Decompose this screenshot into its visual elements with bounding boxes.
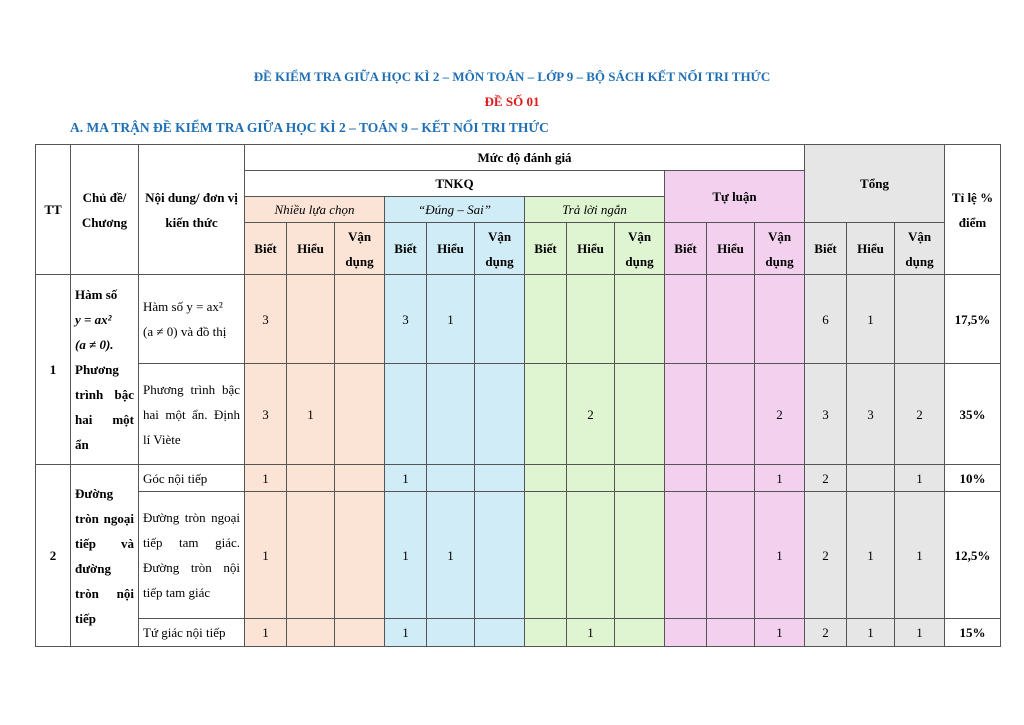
header-level-van-dung: Vận dụng bbox=[615, 223, 665, 275]
header-level-van-dung: Vận dụng bbox=[895, 223, 945, 275]
score-percent-cell: 35% bbox=[945, 364, 1001, 465]
score-percent-cell: 12,5% bbox=[945, 492, 1001, 619]
count-cell bbox=[335, 492, 385, 619]
count-cell bbox=[707, 492, 755, 619]
group-1-tt: 1 bbox=[36, 275, 71, 465]
count-cell: 1 bbox=[567, 619, 615, 647]
count-cell bbox=[287, 465, 335, 492]
header-chu-de: Chủ đề/ Chương bbox=[71, 145, 139, 275]
count-cell bbox=[567, 465, 615, 492]
header-level-hieu: Hiểu bbox=[287, 223, 335, 275]
count-cell: 1 bbox=[245, 465, 287, 492]
count-cell bbox=[335, 619, 385, 647]
exam-number: ĐỀ SỐ 01 bbox=[484, 94, 540, 109]
count-cell bbox=[475, 364, 525, 465]
count-cell: 6 bbox=[805, 275, 847, 364]
count-cell: 1 bbox=[427, 275, 475, 364]
count-cell bbox=[665, 465, 707, 492]
count-cell bbox=[847, 465, 895, 492]
count-cell bbox=[755, 275, 805, 364]
content-cell: Góc nội tiếp bbox=[139, 465, 245, 492]
assessment-matrix-table bbox=[35, 144, 1001, 647]
count-cell bbox=[475, 275, 525, 364]
count-cell bbox=[615, 492, 665, 619]
count-cell bbox=[615, 275, 665, 364]
count-cell bbox=[335, 275, 385, 364]
count-cell bbox=[615, 619, 665, 647]
count-cell bbox=[287, 619, 335, 647]
count-cell: 1 bbox=[385, 619, 427, 647]
header-level-hieu: Hiểu bbox=[567, 223, 615, 275]
count-cell bbox=[665, 619, 707, 647]
count-cell: 1 bbox=[755, 465, 805, 492]
content-cell: Tứ giác nội tiếp bbox=[139, 619, 245, 647]
count-cell bbox=[567, 275, 615, 364]
count-cell bbox=[427, 465, 475, 492]
header-level-van-dung: Vận dụng bbox=[335, 223, 385, 275]
header-muc-do: Mức độ đánh giá bbox=[245, 145, 805, 171]
header-tu-luan: Tự luận bbox=[665, 171, 805, 223]
count-cell bbox=[427, 364, 475, 465]
count-cell bbox=[525, 619, 567, 647]
count-cell bbox=[525, 275, 567, 364]
count-cell bbox=[335, 364, 385, 465]
header-level-biet: Biết bbox=[525, 223, 567, 275]
count-cell bbox=[707, 465, 755, 492]
header-level-hieu: Hiểu bbox=[847, 223, 895, 275]
count-cell bbox=[475, 619, 525, 647]
count-cell: 1 bbox=[287, 364, 335, 465]
count-cell: 1 bbox=[895, 465, 945, 492]
count-cell bbox=[525, 364, 567, 465]
count-cell: 1 bbox=[427, 492, 475, 619]
count-cell bbox=[665, 275, 707, 364]
count-cell bbox=[567, 492, 615, 619]
score-percent-cell: 15% bbox=[945, 619, 1001, 647]
count-cell bbox=[287, 275, 335, 364]
count-cell bbox=[665, 364, 707, 465]
group-2-topic: Đường tròn ngoại tiếp và đường tròn nội tiếp bbox=[71, 465, 139, 647]
count-cell: 1 bbox=[847, 492, 895, 619]
count-cell: 1 bbox=[385, 465, 427, 492]
count-cell: 1 bbox=[385, 492, 427, 619]
count-cell: 2 bbox=[805, 619, 847, 647]
count-cell: 1 bbox=[755, 492, 805, 619]
header-tt: TT bbox=[36, 145, 71, 275]
header-nhieu-lua-chon: Nhiều lựa chọn bbox=[245, 197, 385, 223]
header-tra-loi-ngan: Trả lời ngắn bbox=[525, 197, 665, 223]
count-cell: 3 bbox=[385, 275, 427, 364]
header-level-biet: Biết bbox=[245, 223, 287, 275]
header-level-van-dung: Vận dụng bbox=[755, 223, 805, 275]
count-cell bbox=[287, 492, 335, 619]
header-dung-sai: “Đúng – Sai” bbox=[385, 197, 525, 223]
count-cell: 1 bbox=[847, 619, 895, 647]
count-cell bbox=[525, 492, 567, 619]
count-cell: 2 bbox=[567, 364, 615, 465]
count-cell bbox=[475, 465, 525, 492]
header-tong: Tổng bbox=[805, 145, 945, 223]
count-cell: 1 bbox=[895, 492, 945, 619]
count-cell: 1 bbox=[245, 492, 287, 619]
count-cell bbox=[525, 465, 567, 492]
count-cell bbox=[427, 619, 475, 647]
count-cell bbox=[707, 275, 755, 364]
count-cell: 1 bbox=[847, 275, 895, 364]
count-cell bbox=[895, 275, 945, 364]
count-cell bbox=[335, 465, 385, 492]
count-cell bbox=[385, 364, 427, 465]
header-level-van-dung: Vận dụng bbox=[475, 223, 525, 275]
header-level-biet: Biết bbox=[385, 223, 427, 275]
content-cell: Đường tròn ngoại tiếp tam giác. Đường tròn nội tiếp tam giác bbox=[139, 492, 245, 619]
count-cell: 1 bbox=[755, 619, 805, 647]
content-cell: Phương trình bậc hai một ẩn. Định lí Viète bbox=[139, 364, 245, 465]
count-cell bbox=[475, 492, 525, 619]
score-percent-cell: 17,5% bbox=[945, 275, 1001, 364]
count-cell: 2 bbox=[805, 492, 847, 619]
header-ti-le: Tỉ lệ % điểm bbox=[945, 145, 1001, 275]
score-percent-cell: 10% bbox=[945, 465, 1001, 492]
header-level-biet: Biết bbox=[665, 223, 707, 275]
count-cell: 1 bbox=[245, 619, 287, 647]
group-1-topic: Hàm số y = ax² (a ≠ 0). Phương trình bậc hai một ẩn bbox=[71, 275, 139, 465]
header-tnkq: TNKQ bbox=[245, 171, 665, 197]
count-cell bbox=[615, 364, 665, 465]
header-level-biet: Biết bbox=[805, 223, 847, 275]
count-cell: 2 bbox=[755, 364, 805, 465]
content-cell: Hàm số y = ax² (a ≠ 0) và đồ thị bbox=[139, 275, 245, 364]
count-cell: 2 bbox=[895, 364, 945, 465]
count-cell: 3 bbox=[245, 364, 287, 465]
count-cell bbox=[665, 492, 707, 619]
count-cell: 1 bbox=[895, 619, 945, 647]
count-cell: 2 bbox=[805, 465, 847, 492]
group-2-tt: 2 bbox=[36, 465, 71, 647]
count-cell bbox=[707, 619, 755, 647]
header-level-hieu: Hiểu bbox=[707, 223, 755, 275]
header-level-hieu: Hiểu bbox=[427, 223, 475, 275]
count-cell: 3 bbox=[805, 364, 847, 465]
count-cell bbox=[707, 364, 755, 465]
count-cell: 3 bbox=[245, 275, 287, 364]
count-cell: 3 bbox=[847, 364, 895, 465]
header-noi-dung: Nội dung/ đơn vị kiến thức bbox=[139, 145, 245, 275]
count-cell bbox=[615, 465, 665, 492]
section-heading: A. MA TRẬN ĐỀ KIỂM TRA GIỮA HỌC KÌ 2 – TOÁN 9 – KẾT NỐI TRI THỨC bbox=[70, 120, 549, 135]
document-title: ĐỀ KIỂM TRA GIỮA HỌC KÌ 2 – MÔN TOÁN – LỚP 9 – BỘ SÁCH KẾT NỐI TRI THỨC bbox=[253, 69, 771, 84]
